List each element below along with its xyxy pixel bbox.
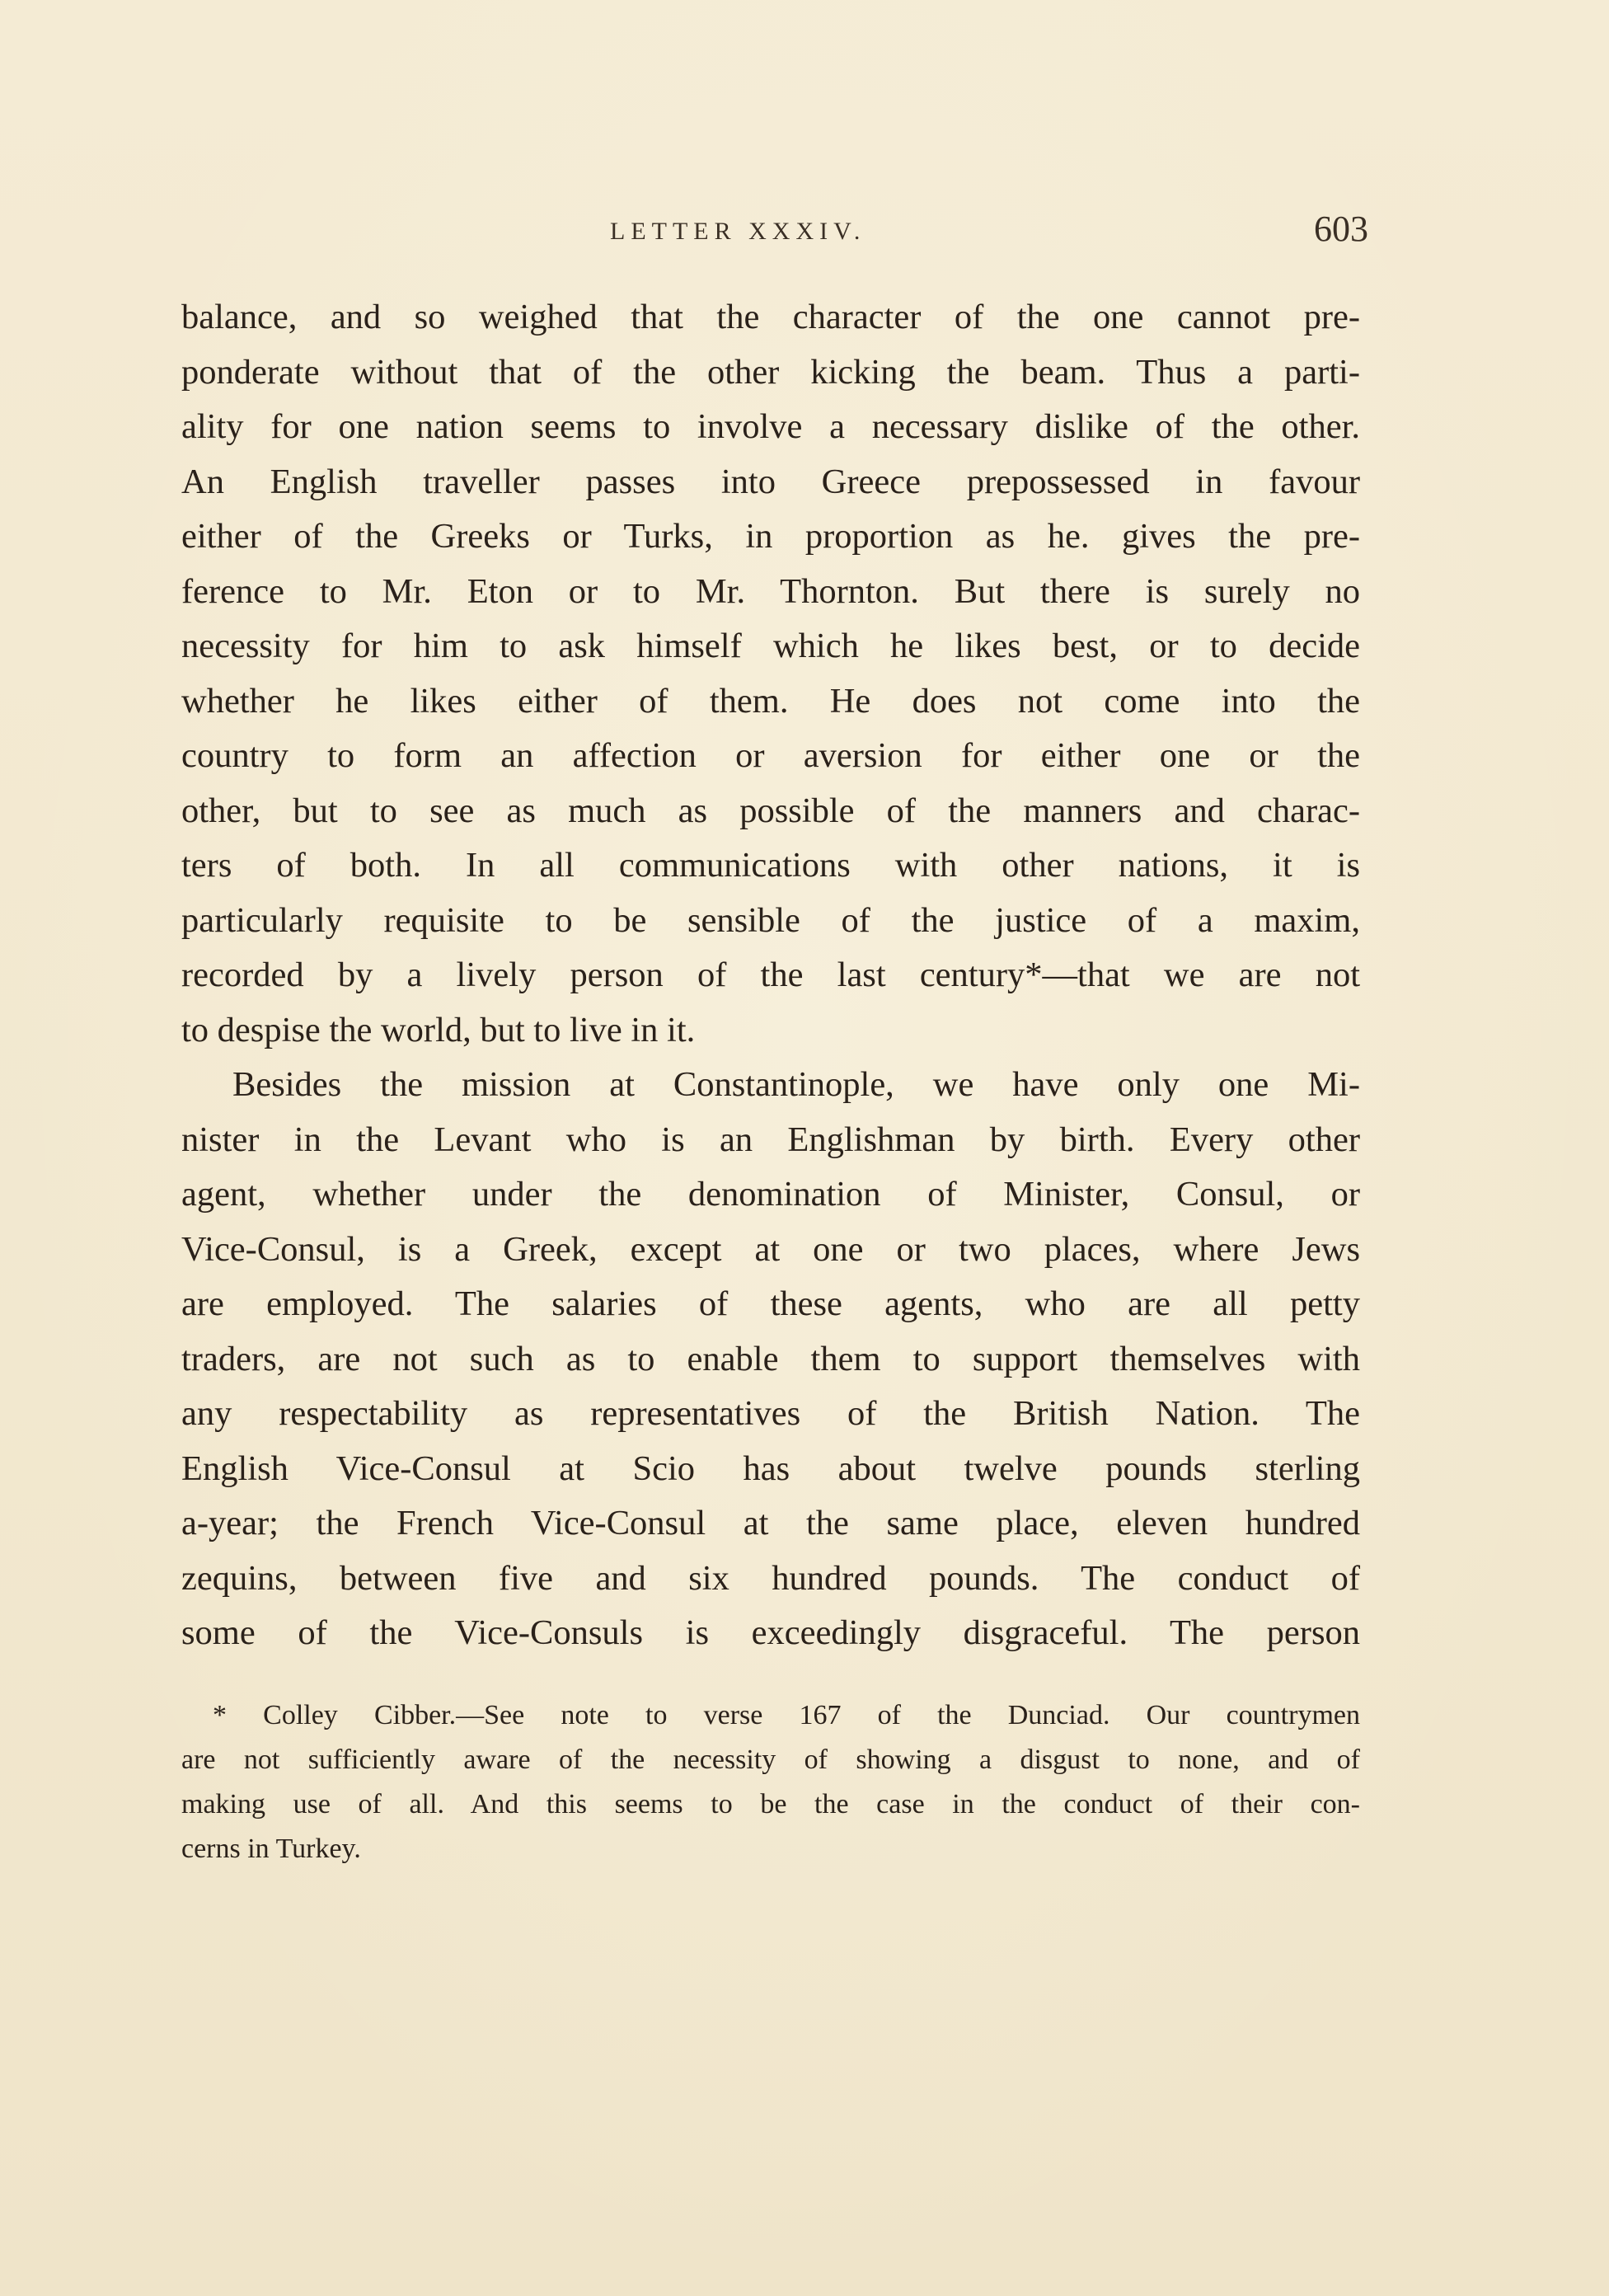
text-line: nister in the Levant who is an Englishman by birth. Every other <box>181 1120 1360 1159</box>
page-header <box>181 209 1368 262</box>
text-line: Besides the mission at Constantinople, we have only one Mi- <box>232 1065 1360 1104</box>
text-line: ference to Mr. Eton or to Mr. Thornton. But there is surely no <box>181 571 1360 611</box>
footnote-line: making use of all. And this seems to be the case in the conduct of their con- <box>181 1789 1360 1819</box>
footnote <box>181 1693 1360 1871</box>
footnote-line: * Colley Cibber.—See note to verse 167 of the Dunciad. Our countrymen <box>213 1700 1360 1730</box>
text-line: necessity for him to ask himself which he likes best, or to decide <box>181 627 1360 665</box>
text-line: a-year; the French Vice-Consul at the same place, eleven hundred <box>181 1504 1360 1542</box>
text-line: whether he likes either of them. He does not come into the <box>181 681 1360 721</box>
text-line: ality for one nation seems to involve a necessary dislike of the other. <box>181 407 1360 446</box>
footnote-line: are not sufficiently aware of the necessity of showing a disgust to none, and of <box>181 1744 1360 1775</box>
page-number: 603 <box>1314 209 1368 249</box>
text-line: particularly requisite to be sensible of the justice of a maxim, <box>181 900 1360 940</box>
text-line: ponderate without that of the other kicking the beam. Thus a parti- <box>181 352 1360 392</box>
text-line: to despise the world, but to live in it. <box>181 1010 696 1049</box>
text-line: English Vice-Consul at Scio has about twelve pounds sterling <box>181 1448 1360 1488</box>
text-line: An English traveller passes into Greece prepossessed in favour <box>181 462 1360 501</box>
text-line: any respectability as representatives of the British Nation. The <box>181 1394 1360 1433</box>
text-line: traders, are not such as to enable them to support themselves with <box>181 1339 1360 1378</box>
body-text <box>181 290 1360 1661</box>
text-line: some of the Vice-Consuls is exceedingly disgraceful. The person <box>181 1613 1360 1652</box>
text-line: zequins, between five and six hundred pounds. The conduct of <box>181 1558 1360 1598</box>
text-line: recorded by a lively person of the last century*—that we are not <box>181 955 1360 994</box>
text-line: country to form an affection or aversion for either one or the <box>181 736 1360 775</box>
running-head: LETTER XXXIV. <box>610 218 866 245</box>
text-line: agent, whether under the denomination of Minister, Consul, or <box>181 1175 1360 1214</box>
text-line: other, but to see as much as possible of the manners and charac- <box>181 791 1360 830</box>
footnote-line: cerns in Turkey. <box>181 1834 361 1864</box>
text-line: Vice-Consul, is a Greek, except at one or two places, where Jews <box>181 1229 1360 1269</box>
text-line: are employed. The salaries of these agents, who are all petty <box>181 1284 1360 1323</box>
text-line: either of the Greeks or Turks, in proportion as he. gives the pre- <box>181 517 1360 556</box>
text-line: balance, and so weighed that the character of the one cannot pre- <box>181 298 1360 336</box>
text-line: ters of both. In all communications with other nations, it is <box>181 846 1360 885</box>
